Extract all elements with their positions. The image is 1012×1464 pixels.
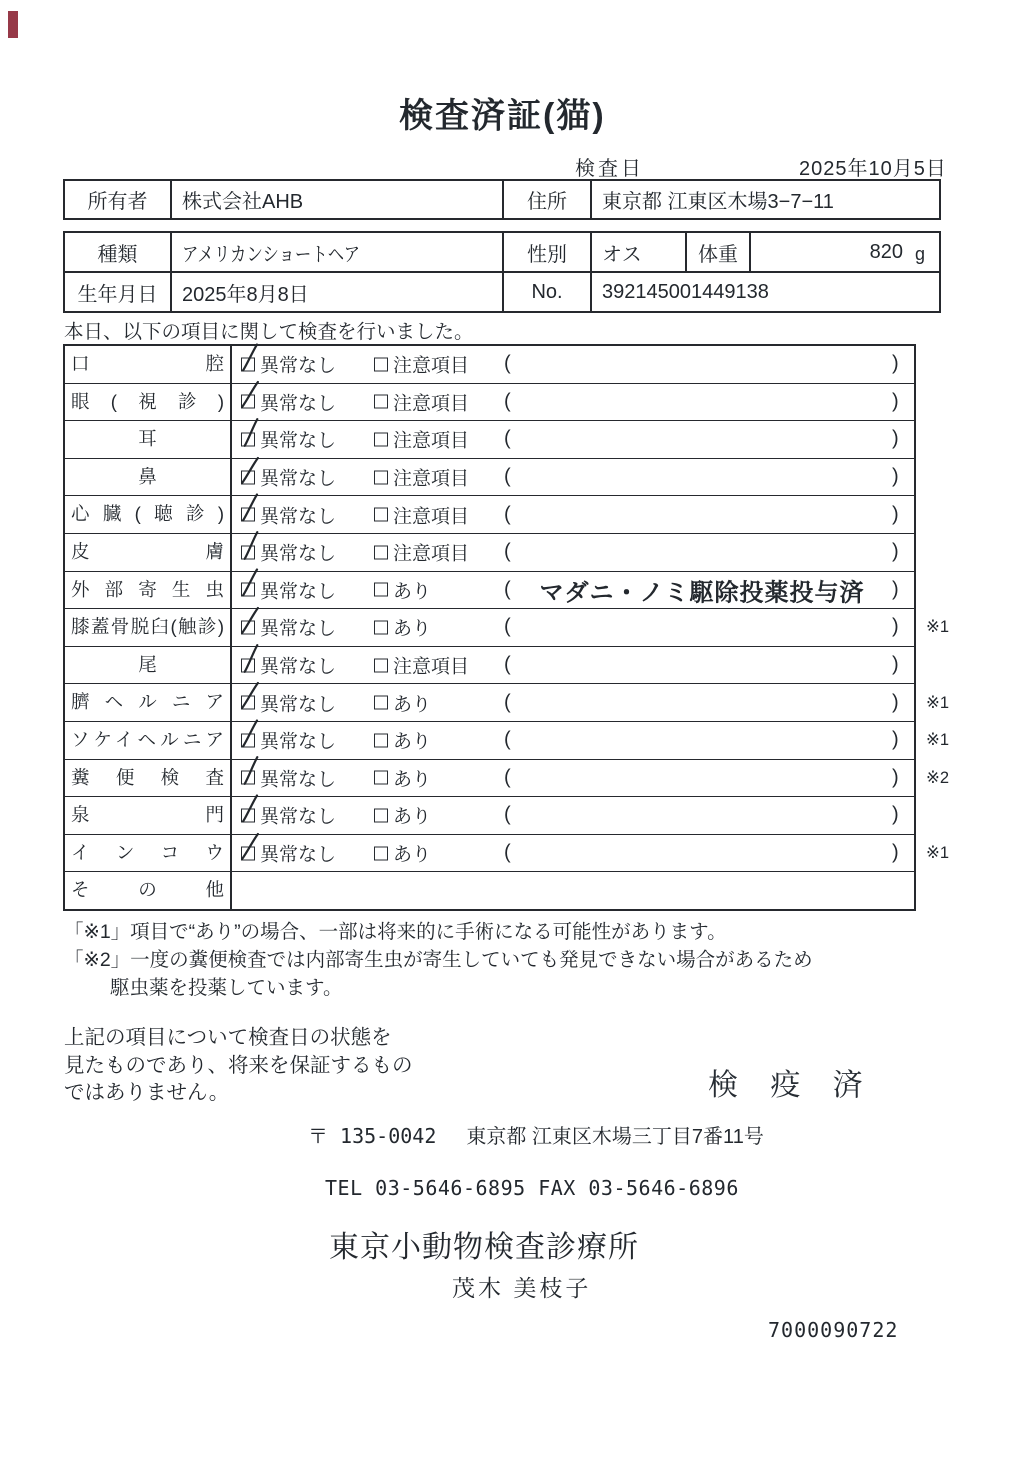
checkbox-checked-icon [241, 545, 255, 559]
weight-value: 820 [869, 240, 903, 263]
weight-label: 体重 [685, 233, 749, 271]
scan-corner-mark [8, 11, 18, 38]
checklist-row-fontanelle [65, 796, 914, 834]
no-value: 392145001449138 [590, 273, 939, 311]
checklist-row-nose [65, 458, 914, 496]
paren-close: ) [892, 578, 899, 601]
exam-item-label: その他 [65, 872, 232, 909]
paren-close: ) [892, 352, 899, 375]
paren-open: ( [504, 390, 511, 413]
no-label: No. [502, 273, 590, 311]
checklist-row-cryptorchidism [65, 834, 950, 872]
remark-mark: ※1 [926, 731, 950, 750]
checkbox-checked-icon [241, 432, 255, 446]
option-normal: 異常なし [241, 501, 336, 528]
remark-mark: ※1 [926, 618, 950, 637]
checkbox-checked-icon [241, 771, 255, 785]
checklist-row-skin [65, 533, 914, 571]
checkbox-checked-icon [241, 808, 255, 822]
breed-label: 種類 [97, 243, 138, 266]
checkbox-checked-icon [241, 620, 255, 634]
checkbox-checked-icon [241, 357, 255, 371]
option-normal: 異常なし [241, 840, 336, 867]
disclaimer: 上記の項目について検査日の状態を 見たものであり、将来を保証するもの ではありません。 [64, 1026, 413, 1104]
owner-address-label: 住所 [502, 181, 590, 218]
option-flag: 注意項目 [374, 351, 469, 378]
option-normal: 異常なし [241, 539, 336, 566]
clinic-tel-fax: TEL 03-5646-6895 FAX 03-5646-6896 [325, 1176, 739, 1200]
checkbox-checked-icon [241, 658, 255, 672]
paren-open: ( [504, 503, 511, 526]
owner-row [65, 181, 939, 218]
exam-checklist-table [63, 344, 950, 911]
option-flag: 注意項目 [374, 501, 469, 528]
breed-row [65, 233, 939, 271]
option-normal: 異常なし [241, 614, 336, 641]
option-normal: 異常なし [241, 351, 336, 378]
paren-close: ) [892, 766, 899, 789]
paren-close: ) [892, 615, 899, 638]
paren-open: ( [504, 653, 511, 676]
owner-address-value: 東京都 江東区木場3−7−11 [590, 181, 939, 218]
option-flag: あり [374, 576, 431, 603]
exam-item-label: 心臓(聴診) [65, 496, 232, 533]
checkbox-unchecked-icon [374, 583, 388, 597]
checklist-row-ectoparasites [65, 571, 914, 609]
paren-close: ) [892, 653, 899, 676]
paren-open: ( [504, 540, 511, 563]
paren-close: ) [892, 803, 899, 826]
quarantine-stamp: 検 疫 済 [708, 1069, 875, 1102]
checkbox-checked-icon [241, 508, 255, 522]
owner-table [63, 179, 941, 220]
checkbox-unchecked-icon [374, 771, 388, 785]
owner-value: 株式会社AHB [170, 181, 502, 218]
footnote-2-continued: 駆虫薬を投薬しています。 [110, 977, 343, 999]
breed-value: アメリカンショートヘア [170, 233, 502, 271]
paren-open: ( [504, 803, 511, 826]
veterinarian-name: 茂木 美枝子 [452, 1275, 592, 1301]
inspection-date-label: 検査日 [575, 158, 644, 180]
clinic-address: 東京都 江東区木場三丁目7番11号 [466, 1126, 764, 1148]
footnote-2: 「※2」一度の糞便検査では内部寄生虫が寄生していても発見できない場合があるため [64, 949, 813, 971]
checkbox-unchecked-icon [374, 620, 388, 634]
checkbox-unchecked-icon [374, 846, 388, 860]
clinic-postal-code: 〒 135-0042 [308, 1124, 437, 1148]
exam-item-label: 尾 [65, 647, 232, 684]
option-flag: 注意項目 [374, 388, 469, 415]
checklist-row-heart [65, 495, 914, 533]
paren-close: ) [892, 540, 899, 563]
birth-row [65, 271, 939, 311]
exam-item-label: 膝蓋骨脱臼(触診) [65, 609, 232, 646]
paren-open: ( [504, 615, 511, 638]
paren-open: ( [504, 427, 511, 450]
checkbox-unchecked-icon [374, 545, 388, 559]
option-flag: あり [374, 614, 431, 641]
exam-item-label: 鼻 [65, 459, 232, 496]
checklist-row-other [65, 871, 914, 909]
option-flag: あり [374, 802, 431, 829]
page-title: 検査済証(猫) [399, 97, 606, 135]
clinic-address-line [308, 1120, 764, 1149]
checkbox-unchecked-icon [374, 470, 388, 484]
checkbox-unchecked-icon [374, 357, 388, 371]
exam-item-label: ソケイヘルニア [65, 722, 232, 759]
option-flag: あり [374, 840, 431, 867]
checklist-row-fecal-exam [65, 759, 950, 797]
option-normal: 異常なし [241, 764, 336, 791]
option-flag: 注意項目 [374, 464, 469, 491]
checklist-row-oral [65, 346, 914, 383]
option-flag: あり [374, 764, 431, 791]
checkbox-checked-icon [241, 583, 255, 597]
exam-item-label: 皮膚 [65, 534, 232, 571]
option-normal: 異常なし [241, 464, 336, 491]
checkbox-unchecked-icon [374, 808, 388, 822]
checkbox-unchecked-icon [374, 658, 388, 672]
clinic-name: 東京小動物検査診療所 [329, 1231, 639, 1264]
checkbox-unchecked-icon [374, 432, 388, 446]
owner-label: 所有者 [87, 191, 148, 213]
option-normal: 異常なし [241, 689, 336, 716]
exam-item-label: 耳 [65, 421, 232, 458]
checkbox-unchecked-icon [374, 395, 388, 409]
checklist-row-inguinal-hernia [65, 721, 950, 759]
option-normal: 異常なし [241, 802, 336, 829]
paren-open: ( [504, 352, 511, 375]
paren-close: ) [892, 465, 899, 488]
inspection-date-value: 2025年10月5日 [799, 158, 947, 180]
remark-mark: ※1 [926, 844, 950, 863]
checklist-row-patella [65, 608, 950, 646]
paren-open: ( [504, 691, 511, 714]
checklist-row-tail [65, 646, 914, 684]
footnote-1: 「※1」項目で“あり”の場合、一部は将来的に手術になる可能性があります。 [64, 921, 727, 943]
checkbox-checked-icon [241, 696, 255, 710]
option-normal: 異常なし [241, 388, 336, 415]
sex-value: オス [590, 233, 685, 271]
birth-label: 生年月日 [77, 283, 158, 306]
paren-open: ( [504, 465, 511, 488]
footnotes [64, 918, 813, 1002]
paren-open: ( [504, 841, 511, 864]
checkbox-unchecked-icon [374, 733, 388, 747]
checkbox-checked-icon [241, 733, 255, 747]
option-normal: 異常なし [241, 727, 336, 754]
checklist-row-ears [65, 420, 914, 458]
checkbox-checked-icon [241, 395, 255, 409]
birth-value: 2025年8月8日 [170, 273, 502, 311]
weight-value-cell [749, 233, 939, 271]
option-flag: あり [374, 727, 431, 754]
checklist-row-umbilical-hernia [65, 683, 950, 721]
option-normal: 異常なし [241, 426, 336, 453]
paren-close: ) [892, 503, 899, 526]
exam-item-label: 口腔 [65, 346, 232, 383]
checkbox-unchecked-icon [374, 508, 388, 522]
checklist-row-eyes [65, 383, 914, 421]
option-normal: 異常なし [241, 652, 336, 679]
weight-unit: g [914, 243, 925, 264]
paren-close: ) [892, 427, 899, 450]
note-text-stamped: マダニ・ノミ駆除投薬投与済 [539, 579, 865, 607]
checkbox-checked-icon [241, 470, 255, 484]
paren-close: ) [892, 728, 899, 751]
checkbox-checked-icon [241, 846, 255, 860]
remark-mark: ※2 [926, 768, 950, 787]
option-flag: 注意項目 [374, 652, 469, 679]
exam-item-label: インコウ [65, 835, 232, 872]
exam-item-label: 糞便検査 [65, 760, 232, 797]
paren-open: ( [504, 728, 511, 751]
option-flag: あり [374, 689, 431, 716]
paren-close: ) [892, 390, 899, 413]
exam-item-label: 臍ヘルニア [65, 684, 232, 721]
other-empty-cell [232, 872, 914, 909]
document-serial-number: 7000090722 [768, 1318, 899, 1342]
animal-table [63, 231, 941, 313]
paren-open: ( [504, 578, 511, 601]
checkbox-unchecked-icon [374, 696, 388, 710]
exam-item-label: 外部寄生虫 [65, 572, 232, 609]
exam-item-label: 眼(視診) [65, 384, 232, 421]
option-normal: 異常なし [241, 576, 336, 603]
paren-close: ) [892, 691, 899, 714]
option-flag: 注意項目 [374, 426, 469, 453]
remark-mark: ※1 [926, 693, 950, 712]
intro-sentence: 本日、以下の項目に関して検査を行いました。 [64, 321, 474, 343]
paren-close: ) [892, 841, 899, 864]
paren-open: ( [504, 766, 511, 789]
sex-label: 性別 [502, 233, 590, 271]
option-flag: 注意項目 [374, 539, 469, 566]
exam-item-label: 泉門 [65, 797, 232, 834]
